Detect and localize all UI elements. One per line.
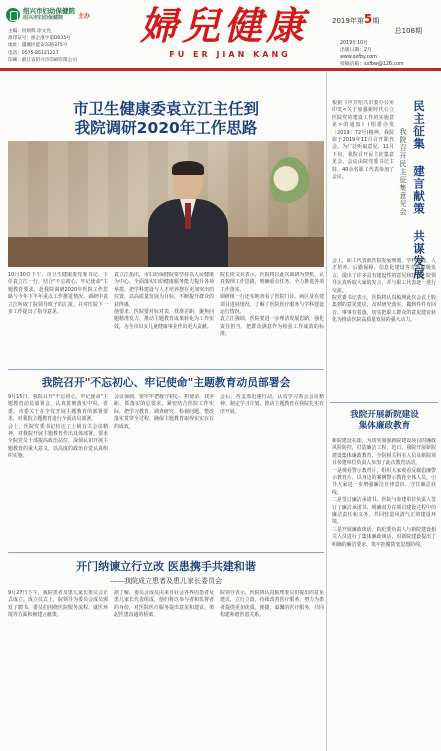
newspaper-title-pinyin: FU ER JIAN KANG (169, 50, 291, 59)
lead-paragraph: 10月30日下午，市卫生健康委党委书记、主任袁立江一行，结合"不忘初心、牢记使命"主题教育要求，赴我院调研2020年医院工作思路与今年下半年重点工作推进情况。调研中袁立江听取了院领导班子的汇报，并对医院下一步工作提出了指导意见。 (8, 272, 108, 316)
section-rule (8, 552, 324, 553)
section2-paragraph: 会后，各支部迅速行动，认真学习领会会议精神，制定学习计划，推动主题教育在我院扎实有序开展。 (220, 394, 324, 415)
official-portrait (148, 163, 228, 267)
right-bottom-article (332, 438, 436, 746)
issue-suffix: 期 (372, 17, 380, 25)
lead-article-col-3 (220, 272, 324, 362)
column-divider (326, 72, 327, 751)
editorial-info (8, 28, 77, 64)
logo-text-primary: 绍兴市妇幼保健院 (23, 7, 75, 15)
right-bottom-headline-line-1: 我院开展新院建设 (350, 410, 419, 420)
meta-line: 投稿信箱：sxfbw@126.com (340, 62, 404, 67)
newspaper-title: 婦兒健康 (139, 3, 308, 48)
lead-paragraph: 院长徐文亮表示，医院将以此次调研为契机，认真梳理工作思路，明确重点任务，全力推进各项工作落实。 (220, 272, 324, 293)
lead-paragraph: 袁立江指出，市妇幼保健院要坚持以人民健康为中心，全面落实妇幼健康服务能力提升各项举措，把学科建设与人才培养摆在更加突出的位置，以高质量发展为目标，不断提升群众的获得感。 (114, 272, 214, 308)
lead-headline-line-1: 市卫生健康委袁立江主任到 (72, 100, 259, 118)
lead-article-col-1 (8, 272, 108, 362)
right-bottom-headline-line-2: 集体廉政教育 (358, 421, 411, 431)
section2-headline: 我院召开"不忘初心、牢记使命"主题教育动员部署会 (41, 376, 291, 389)
lead-paragraph: 他要求，医院要对标对表，找准差距，聚焦问题精准发力，推动主题教育成果转化为工作实效，为全市妇女儿童健康事业作出更大贡献。 (114, 309, 214, 330)
right-vertical-headline: 民主征集 建言献策 共谋发展 (412, 100, 426, 280)
section3-subheadline: ——我院成立患者及患儿家长委员会 (110, 577, 222, 585)
issue-prefix: 2019年第 (332, 17, 364, 25)
lead-photo (8, 141, 324, 267)
right-paragraph: 会上，职工代表就医院发展规划、学科建设、人才培养、后勤保障、信息化建设等方面积极发言，提出了许多具有建设性的意见和建议。院领导认真听取大家的发言，并与职工代表逐一进行交流。 (332, 258, 436, 294)
publication-meta (340, 40, 440, 68)
hospital-logo (6, 6, 116, 24)
total-issue: 总108期 (394, 27, 422, 35)
section2-paragraph: 会上，医院党委书记传达了上级有关会议精神，对我院开展主题教育作出具体部署，要求全院党员干部提高政治站位，深刻认识开展主题教育的重大意义，以高度的政治自觉认真组织实施。 (8, 423, 108, 460)
section2-col-1 (8, 394, 108, 544)
sponsor-tag: 主办 (78, 12, 91, 20)
hospital-emblem-icon (6, 8, 20, 22)
lead-headline-line-2: 我院调研2020年工作思路 (74, 119, 258, 137)
issue-number (332, 12, 436, 36)
lead-paragraph: 调研组一行还实地查看了医院门诊、病区及在建项目进展情况，了解了医院医疗服务与学科建设运行情况。 (220, 294, 324, 316)
right-bottom-paragraph: 三是开展廉政谈话。院纪委负责人与新院建设相关人员进行了集体廉政谈话，对新院建设提出了明确的廉洁要求，筑牢拒腐防变思想防线。 (332, 526, 436, 548)
section3-col-1 (8, 590, 108, 745)
meta-line: 出版日期：2月 (340, 48, 372, 53)
meta-line: www.sxfby.com (340, 55, 377, 60)
lead-article-col-2 (114, 272, 214, 362)
section2-col-2 (114, 394, 214, 544)
info-line: 印刷：浙江省绍兴市印刷有限公司 (8, 57, 77, 63)
info-line: 地址：越城区延安东路375号 (8, 43, 68, 49)
logo-text-secondary: 绍兴市妇幼保健院 (23, 15, 64, 21)
right-article-col-top (332, 100, 394, 250)
info-line: 准印证号：浙企准字第D035号 (8, 36, 71, 42)
section3-paragraph: 9月27日下午，我院患者及患儿家长委员会正式成立。成立仪式上，院领导为委员会成员颁发了聘书，委员们围绕医院服务流程、就医环境等方面积极建言献策。 (8, 590, 108, 619)
section-rule (8, 369, 324, 370)
section3-headline: 开门纳谏立行立改 医患携手共建和谐 (76, 560, 256, 573)
section3-paragraph: 院领导表示，医院将认真梳理委员们提出的意见建议，立行立改，持续改善医疗服务，努力为患者提供更加优质、便捷、温馨的医疗服务，共同构建和谐医患关系。 (220, 590, 324, 619)
issue-number-value: 5 (363, 12, 373, 26)
right-vertical-subheadline: 我院召开民主征集意见会 (399, 128, 407, 216)
right-bottom-paragraph: 新院建设在即，为切实加强新院建设项目的廉政风险防控，打造廉洁工程，近日，我院开展新院建设集体廉政教育，全院相关科室人员及新院项目参建单位负责人参加了此次教育活动。 (332, 438, 436, 467)
flower-arrangement (270, 157, 310, 211)
section3-paragraph: 据了解，委员会成员由来自社会各界的患者及患儿家长代表组成，他们将以参与者和监督者的身份，对医院医疗服务提出意见和建议，架起医患沟通的桥梁。 (114, 590, 214, 619)
lead-headline (8, 100, 324, 138)
section2-paragraph: 9月15日，我院召开"不忘初心、牢记使命"主题教育动员部署会，认真贯彻落实中央、省委、市委关于在全党开展主题教育的部署要求，对我院主题教育进行全面动员部署。 (8, 394, 108, 423)
section3-col-3 (220, 590, 324, 745)
masthead-rule (0, 68, 441, 71)
right-bottom-paragraph: 一是观看警示教育片。组织大家观看反腐倡廉警示教育片，以身边的案例警示教育全体人员，引导大家进一步增强廉洁自律意识，守住廉洁底线。 (332, 467, 436, 496)
section2-paragraph: 会议强调，要牢牢把握守初心、担使命，找差距、抓落实的总要求，紧密结合医院工作实际，把学习教育、调查研究、检视问题、整改落实贯穿全过程，确保主题教育取得实实在在的成效。 (114, 394, 214, 430)
right-article-col-mid (332, 258, 436, 398)
section3-col-2 (114, 590, 214, 745)
right-bottom-headline (332, 410, 437, 432)
lead-paragraph: 袁立江强调，医院要进一步理清发展思路，强化责任担当，把群众满意作为检验工作成效的标准。 (220, 316, 324, 338)
right-paragraph: 院党委书记表示，医院将认真梳理此次会议上收集到的意见建议，及时研究落实，做到件件有回音、事事有着落，切实把职工群众的意见建议转化为推动医院高质量发展的强大动力。 (332, 295, 436, 324)
right-bottom-paragraph: 二是签订廉洁承诺书。医院与参建单位负责人签订了廉洁承诺书，明确双方在项目建设过程中的廉洁责任和义务，共同营造风清气正的建设环境。 (332, 497, 436, 526)
info-line: 主编：何炳辉 徐文亮 (8, 29, 51, 34)
section-rule (330, 402, 438, 403)
meta-line: 2019年10月 (340, 41, 368, 46)
info-line: 电话：0575-85121227 (8, 50, 59, 56)
masthead (0, 0, 441, 68)
section2-col-3 (220, 394, 324, 544)
right-paragraph: 根据《中共绍兴市委办公室印发<关于加强新时代公立医院党的建设工作的实施意见>的通知》(绍委办发〔2019〕72号)精神，我院拟于2019年11月召开职代会。为广泛听取意见，11月下旬，我院召开民主征集意见会。会议由院党委书记主持，40余名职工代表参加了会议。 (332, 100, 394, 181)
